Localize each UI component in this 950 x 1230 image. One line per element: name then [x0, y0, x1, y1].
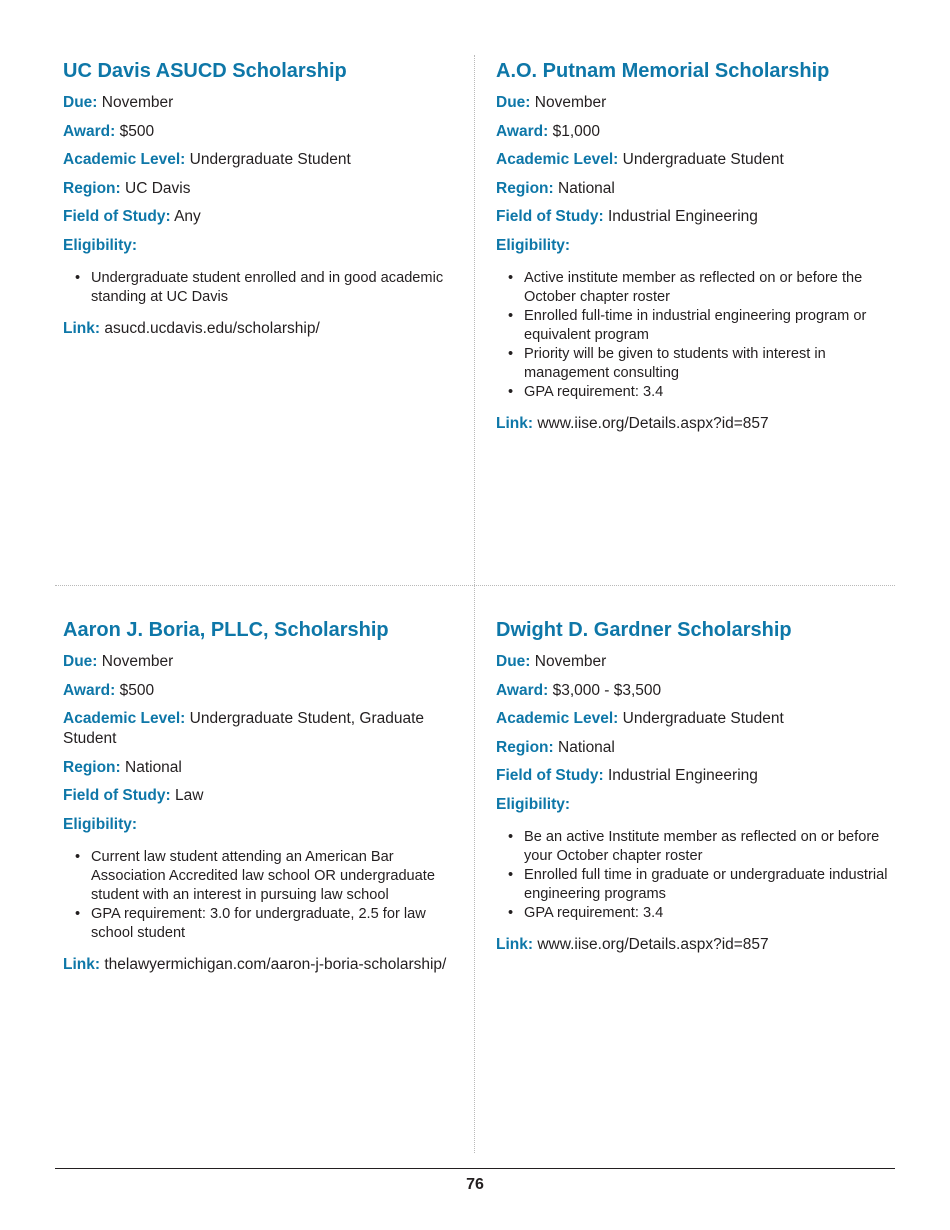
link-label: Link:: [496, 935, 534, 953]
academic-level-label: Academic Level:: [63, 151, 186, 168]
due-label: Due:: [496, 653, 531, 670]
scholarship-card: [63, 58, 458, 347]
eligibility-list: [496, 269, 891, 402]
award-label: Award:: [63, 681, 116, 699]
eligibility-item: • Enrolled full-time in industrial engineering program or equivalent program: [496, 307, 891, 345]
region-value: National: [125, 758, 182, 776]
link-url[interactable]: www.iise.org/Details.aspx?id=857: [537, 935, 769, 953]
academic-level-field: [63, 709, 458, 749]
link-label: Link:: [63, 955, 101, 973]
academic-level-label: Academic Level:: [63, 710, 186, 727]
eligibility-heading: [496, 795, 891, 815]
eligibility-label: Eligibility:: [496, 236, 571, 254]
scholarship-title: A.O. Putnam Memorial Scholarship: [496, 60, 830, 82]
region-field: [496, 179, 891, 199]
award-value: $500: [119, 681, 155, 699]
eligibility-item: • Active institute member as reflected on or before the October chapter roster: [496, 269, 891, 307]
award-field: [496, 122, 891, 142]
field-of-study-field: [496, 766, 891, 786]
eligibility-label: Eligibility:: [63, 815, 138, 833]
due-value: November: [534, 653, 607, 670]
eligibility-list: [63, 848, 458, 943]
due-field: [496, 652, 891, 672]
eligibility-label: Eligibility:: [63, 236, 138, 254]
due-value: November: [101, 94, 174, 111]
due-label: Due:: [63, 653, 98, 670]
eligibility-item: • GPA requirement: 3.4: [496, 904, 891, 923]
scholarship-card: [496, 617, 891, 963]
scholarship-title: Aaron J. Boria, PLLC, Scholarship: [63, 619, 389, 641]
academic-level-value: Undergraduate Student: [622, 710, 784, 727]
link-field: [496, 935, 891, 955]
due-label: Due:: [63, 94, 98, 111]
eligibility-label: Eligibility:: [496, 795, 571, 813]
field-of-study-label: Field of Study:: [63, 787, 171, 804]
award-value: $500: [119, 122, 155, 140]
link-field: [63, 955, 458, 975]
due-field: [63, 93, 458, 113]
academic-level-field: [496, 150, 891, 170]
eligibility-item: • GPA requirement: 3.4: [496, 383, 891, 402]
link-field: [496, 414, 891, 434]
region-label: Region:: [496, 738, 554, 756]
eligibility-list: [496, 828, 891, 923]
eligibility-item: • Be an active Institute member as reflected on or before your October chapter roster: [496, 828, 891, 866]
award-field: [496, 681, 891, 701]
academic-level-label: Academic Level:: [496, 710, 619, 727]
academic-level-value: Undergraduate Student: [189, 151, 351, 168]
field-of-study-field: [63, 207, 458, 227]
field-of-study-value: Industrial Engineering: [607, 767, 758, 784]
field-of-study-value: Law: [174, 787, 204, 804]
field-of-study-field: [63, 786, 458, 806]
due-field: [496, 93, 891, 113]
award-label: Award:: [63, 122, 116, 140]
award-label: Award:: [496, 681, 549, 699]
academic-level-field: [63, 150, 458, 170]
eligibility-item: • GPA requirement: 3.0 for undergraduate, 2.5 for law school student: [63, 905, 458, 943]
field-of-study-value: Industrial Engineering: [607, 208, 758, 225]
link-field: [63, 319, 458, 339]
scholarship-title: Dwight D. Gardner Scholarship: [496, 619, 792, 641]
scholarship-card: [496, 58, 891, 442]
academic-level-field: [496, 709, 891, 729]
row-divider: [55, 585, 895, 586]
eligibility-heading: [63, 236, 458, 256]
due-field: [63, 652, 458, 672]
link-label: Link:: [496, 414, 534, 432]
region-label: Region:: [63, 758, 121, 776]
award-value: $3,000 - $3,500: [552, 681, 662, 699]
eligibility-item: • Enrolled full time in graduate or undergraduate industrial engineering programs: [496, 866, 891, 904]
academic-level-label: Academic Level:: [496, 151, 619, 168]
region-label: Region:: [496, 179, 554, 197]
eligibility-list: [63, 269, 458, 307]
eligibility-item: • Undergraduate student enrolled and in good academic standing at UC Davis: [63, 269, 458, 307]
due-label: Due:: [496, 94, 531, 111]
link-url[interactable]: thelawyermichigan.com/aaron-j-boria-scholarship/: [104, 955, 447, 973]
eligibility-item: • Priority will be given to students with interest in management consulting: [496, 345, 891, 383]
field-of-study-field: [496, 207, 891, 227]
link-url[interactable]: asucd.ucdavis.edu/scholarship/: [104, 319, 320, 337]
region-label: Region:: [63, 179, 121, 197]
footer-rule: [55, 1168, 895, 1169]
region-value: National: [558, 179, 615, 197]
field-of-study-label: Field of Study:: [496, 767, 604, 784]
scholarship-card: [63, 617, 458, 983]
award-label: Award:: [496, 122, 549, 140]
link-label: Link:: [63, 319, 101, 337]
eligibility-heading: [63, 815, 458, 835]
due-value: November: [534, 94, 607, 111]
award-field: [63, 122, 458, 142]
academic-level-value: Undergraduate Student, Graduate Student: [63, 710, 425, 747]
field-of-study-value: Any: [174, 208, 201, 225]
award-value: $1,000: [552, 122, 600, 140]
region-field: [63, 179, 458, 199]
field-of-study-label: Field of Study:: [63, 208, 171, 225]
scholarship-title: UC Davis ASUCD Scholarship: [63, 60, 347, 82]
due-value: November: [101, 653, 174, 670]
column-divider: [474, 55, 475, 1153]
region-field: [496, 738, 891, 758]
link-url[interactable]: www.iise.org/Details.aspx?id=857: [537, 414, 769, 432]
region-value: UC Davis: [125, 179, 191, 197]
eligibility-heading: [496, 236, 891, 256]
award-field: [63, 681, 458, 701]
eligibility-item: • Current law student attending an American Bar Association Accredited law school OR undergraduate student with an interest in pursuing law school: [63, 848, 458, 905]
field-of-study-label: Field of Study:: [496, 208, 604, 225]
page-number: 76: [466, 1176, 484, 1193]
region-value: National: [558, 738, 615, 756]
region-field: [63, 758, 458, 778]
academic-level-value: Undergraduate Student: [622, 151, 784, 168]
